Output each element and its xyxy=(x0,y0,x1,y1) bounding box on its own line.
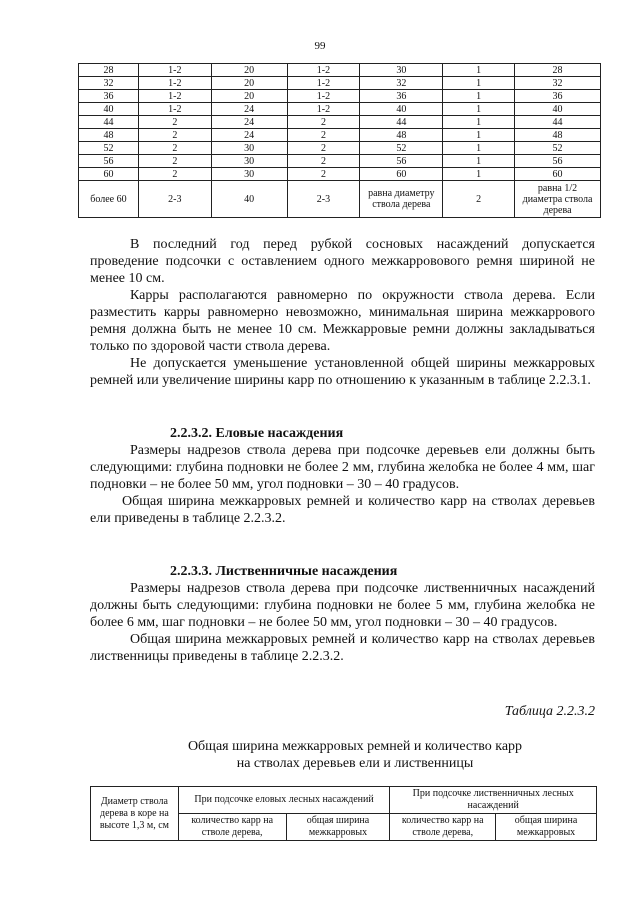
table-cell: 30 xyxy=(211,142,287,155)
table-cell: 1 xyxy=(443,116,515,129)
table-row xyxy=(79,90,601,103)
table-cell: 2-3 xyxy=(287,181,360,218)
table-cell: 1 xyxy=(443,64,515,77)
table-cell: 1-2 xyxy=(287,90,360,103)
table-cell: 32 xyxy=(515,77,601,90)
header-larch-count: количество карр на стволе дерева, xyxy=(390,814,496,841)
table-cell: 24 xyxy=(211,103,287,116)
paragraph: Размеры надрезов ствола дерева при подсочке деревьев ели должны быть следующими: глубина подновки не более 2 мм, глубина желобка не более 4 мм, шаг подновки – не более 50 мм, угол подновки – 30 – 40 градусов. xyxy=(90,443,595,492)
page-number: 99 xyxy=(314,40,326,52)
table-cell: 48 xyxy=(360,129,443,142)
table-cell: 30 xyxy=(360,64,443,77)
table-title xyxy=(0,738,640,772)
table-cell: 44 xyxy=(79,116,139,129)
table-cell: равна диаметру ствола дерева xyxy=(360,181,443,218)
table-cell: 2 xyxy=(287,168,360,181)
table-cell: 40 xyxy=(79,103,139,116)
section-heading: 2.2.3.2. Еловые насаждения xyxy=(170,426,344,441)
table-row xyxy=(79,168,601,181)
table-cell: 2 xyxy=(287,155,360,168)
table-cell: 2 xyxy=(138,142,211,155)
table-cell: 52 xyxy=(515,142,601,155)
table-cell: более 60 xyxy=(79,181,139,218)
table-cell: 56 xyxy=(515,155,601,168)
table-cell: 30 xyxy=(211,168,287,181)
table-cell: 1 xyxy=(443,155,515,168)
table-cell: 36 xyxy=(360,90,443,103)
table-label: Таблица 2.2.3.2 xyxy=(504,704,595,719)
table-cell: 1-2 xyxy=(138,90,211,103)
table-cell: 24 xyxy=(211,116,287,129)
table-cell: 28 xyxy=(79,64,139,77)
table-cell: 52 xyxy=(360,142,443,155)
table-cell: 2 xyxy=(138,168,211,181)
table-cell: 32 xyxy=(79,77,139,90)
table-cell: 2 xyxy=(287,116,360,129)
table-cell: 56 xyxy=(79,155,139,168)
table-cell: 40 xyxy=(515,103,601,116)
table-cell: 20 xyxy=(211,64,287,77)
table-cell: 44 xyxy=(360,116,443,129)
header-larch-width: общая ширина межкарровых xyxy=(496,814,597,841)
table-cell: 1 xyxy=(443,142,515,155)
table-cell: 2-3 xyxy=(138,181,211,218)
table-cell: 1-2 xyxy=(287,64,360,77)
table-cell: 1-2 xyxy=(138,77,211,90)
table-row xyxy=(79,103,601,116)
table-cell: 48 xyxy=(515,129,601,142)
text-block-1 xyxy=(90,236,595,389)
table-cell: 2 xyxy=(287,129,360,142)
table-cell: 1 xyxy=(443,103,515,116)
table-row xyxy=(79,181,601,218)
table-cell: 48 xyxy=(79,129,139,142)
header-spruce-count: количество карр на стволе дерева, xyxy=(178,814,286,841)
bottom-table xyxy=(90,786,597,841)
table-cell: 28 xyxy=(515,64,601,77)
table-cell: 44 xyxy=(515,116,601,129)
table-cell: 2 xyxy=(287,142,360,155)
table-row xyxy=(79,129,601,142)
table-row xyxy=(79,142,601,155)
table-cell: 2 xyxy=(443,181,515,218)
table-cell: 36 xyxy=(79,90,139,103)
table-cell: 1 xyxy=(443,168,515,181)
paragraph: Общая ширина межкарровых ремней и количество карр на стволах деревьев лиственницы приведены в таблице 2.2.3.2. xyxy=(90,632,595,664)
table-row xyxy=(79,64,601,77)
table-cell: 1-2 xyxy=(287,103,360,116)
table-cell: равна 1/2 диаметра ствола дерева xyxy=(515,181,601,218)
table-cell: 52 xyxy=(79,142,139,155)
header-larch-group: При подсочке лиственничных лесных насаждений xyxy=(390,787,597,814)
table-cell: 1-2 xyxy=(138,103,211,116)
header-spruce-width: общая ширина межкарровых xyxy=(286,814,390,841)
table-cell: 30 xyxy=(211,155,287,168)
header-spruce-group: При подсочке еловых лесных насаждений xyxy=(178,787,390,814)
table-cell: 1 xyxy=(443,77,515,90)
top-table xyxy=(78,63,601,218)
table-row xyxy=(79,155,601,168)
table-cell: 32 xyxy=(360,77,443,90)
table-cell: 20 xyxy=(211,90,287,103)
table-cell: 2 xyxy=(138,129,211,142)
table-cell: 1 xyxy=(443,90,515,103)
paragraph: Общая ширина межкарровых ремней и количество карр на стволах деревьев ели приведены в таблице 2.2.3.2. xyxy=(90,494,595,526)
table-cell: 60 xyxy=(360,168,443,181)
section-heading: 2.2.3.3. Лиственничные насаждения xyxy=(170,564,398,579)
table-cell: 36 xyxy=(515,90,601,103)
table-cell: 60 xyxy=(79,168,139,181)
table-cell: 24 xyxy=(211,129,287,142)
table-title-line: на стволах деревьев ели и лиственницы xyxy=(236,756,474,771)
table-cell: 2 xyxy=(138,155,211,168)
table-title-line: Общая ширина межкарровых ремней и количество карр xyxy=(187,739,523,754)
table-cell: 56 xyxy=(360,155,443,168)
section-2233 xyxy=(90,563,595,665)
paragraph: Размеры надрезов ствола дерева при подсочке лиственничных насаждений должны быть следующими: глубина подновки не более 5 мм, глубина желобка не более 6 мм, шаг подновки – не более 50 мм, угол подновки – 30 – 40 градусов. xyxy=(90,581,595,630)
table-cell: 1-2 xyxy=(287,77,360,90)
paragraph: В последний год перед рубкой сосновых насаждений допускается проведение подсочки с оставлением одного межкарровового ремня шириной не менее 10 см. xyxy=(90,237,595,286)
table-cell: 2 xyxy=(138,116,211,129)
table-cell: 1-2 xyxy=(138,64,211,77)
table-row xyxy=(79,77,601,90)
section-2232 xyxy=(90,425,595,527)
table-cell: 1 xyxy=(443,129,515,142)
paragraph: Не допускается уменьшение установленной общей ширины межкарровых ремней или увеличение ширины карр по отношению к указанным в таблице 2.2.3.1. xyxy=(90,356,595,388)
header-diameter: Диаметр ствола дерева в коре на высоте 1,3 м, см xyxy=(91,787,179,841)
table-cell: 40 xyxy=(211,181,287,218)
table-row xyxy=(79,116,601,129)
table-cell: 40 xyxy=(360,103,443,116)
table-cell: 60 xyxy=(515,168,601,181)
paragraph: Карры располагаются равномерно по окружности ствола дерева. Если разместить карры равномерно невозможно, минимальная ширина межкаррового ремня должна быть не менее 10 см. Межкарровые ремни должны закладываться только по здоровой части ствола дерева. xyxy=(90,288,595,354)
table-cell: 20 xyxy=(211,77,287,90)
